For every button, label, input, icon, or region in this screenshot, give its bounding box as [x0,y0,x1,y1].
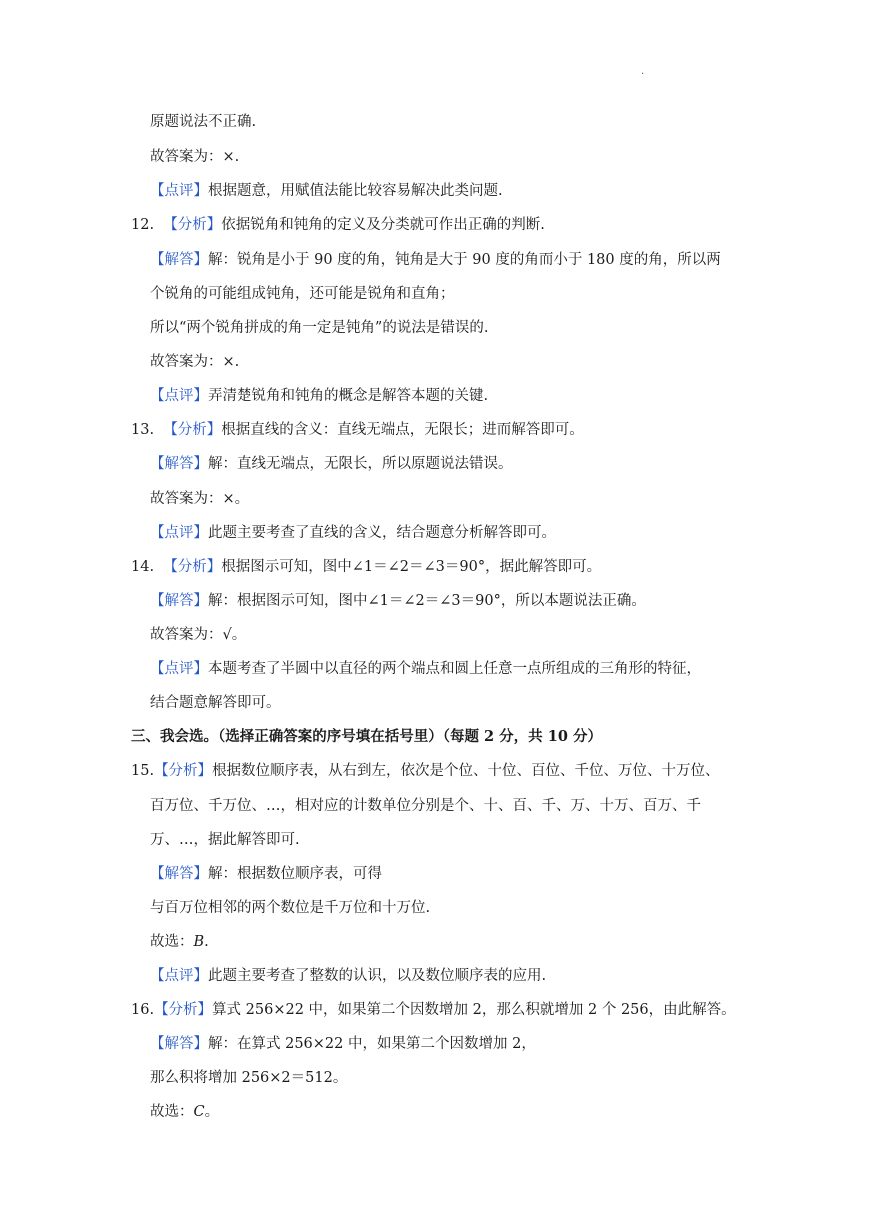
comment-line: 【点评】本题考查了半圆中以直径的两个端点和圆上任意一点所组成的三角形的特征， [150,661,701,677]
analysis-tag: 【分析】 [163,217,222,233]
comment-tag: 【点评】 [150,661,208,677]
text-line: 百万位、千万位、…，相对应的计数单位分别是个、十、百、千、万、十万、百万、千 [150,798,701,814]
text-line: 故答案为：√。 [150,627,247,643]
text-line: 故答案为：×。 [150,491,250,507]
answer-tag: 【解答】 [150,456,208,472]
analysis-line: 16.【分析】算式 256×22 中，如果第二个因数增加 2，那么积就增加 2 个 256，由此解答。 [131,1002,736,1018]
text-line: 结合题意解答即可。 [150,695,281,711]
choice-line: 故选：B. [150,934,209,950]
analysis-tag: 【分析】 [154,763,213,779]
answer-line: 【解答】解：锐角是小于 90 度的角，钝角是大于 90 度的角而小于 180 度的角，所以两 [150,252,721,268]
analysis-line: 13. 【分析】根据直线的含义：直线无端点，无限长；进而解答即可。 [131,422,584,438]
analysis-tag: 【分析】 [163,422,222,438]
comment-line: 【点评】此题主要考查了直线的含义，结合题意分析解答即可。 [150,525,556,541]
choice-letter: C [193,1104,205,1120]
comment-line: 【点评】此题主要考查了整数的认识，以及数位顺序表的应用. [150,968,547,984]
choice-line: 故选：C。 [150,1104,220,1120]
answer-tag: 【解答】 [150,1036,208,1052]
answer-line: 【解答】解：直线无端点，无限长，所以原题说法错误。 [150,456,513,472]
answer-tag: 【解答】 [150,593,208,609]
answer-tag: 【解答】 [150,252,208,268]
text-line: 个锐角的可能组成钝角，还可能是锐角和直角； [150,286,455,302]
comment-tag: 【点评】 [150,525,208,541]
answer-line: 【解答】解：根据数位顺序表，可得 [150,866,382,882]
comment-tag: 【点评】 [150,183,208,199]
section-heading: 三、我会选。（选择正确答案的序号填在括号里）（每题 2 分，共 10 分） [131,728,602,745]
question-number: 16. [131,1002,155,1018]
answer-tag: 【解答】 [150,866,208,882]
question-number: 15. [131,763,155,779]
text-line: 与百万位相邻的两个数位是千万位和十万位. [150,900,431,916]
text-line: 故答案为：×. [150,354,240,370]
question-number: 12. [131,217,155,233]
question-number: 14. [131,559,155,575]
analysis-line: 14. 【分析】根据图示可知，图中∠1＝∠2＝∠3＝90°，据此解答即可。 [131,559,602,575]
text-line: 原题说法不正确. [150,114,257,130]
answer-line: 【解答】解：根据图示可知，图中∠1＝∠2＝∠3＝90°，所以本题说法正确。 [150,593,646,609]
comment-line: 【点评】根据题意，用赋值法能比较容易解决此类问题. [150,183,503,199]
answer-line: 【解答】解：在算式 256×22 中，如果第二个因数增加 2， [150,1036,536,1052]
comment-line: 【点评】弄清楚锐角和钝角的概念是解答本题的关键. [150,388,489,404]
analysis-tag: 【分析】 [163,559,222,575]
analysis-line: 15.【分析】根据数位顺序表，从右到左，依次是个位、十位、百位、千位、万位、十万位、 [131,763,720,779]
text-line: 万、…，据此解答即可. [150,832,300,848]
analysis-line: 12. 【分析】依据锐角和钝角的定义及分类就可作出正确的判断. [131,217,545,233]
comment-tag: 【点评】 [150,388,208,404]
text-line: 所以“两个锐角拼成的角一定是钝角”的说法是错误的. [150,320,489,336]
header-mark: . [641,66,645,77]
question-number: 13. [131,422,155,438]
choice-letter: B [193,934,205,950]
comment-tag: 【点评】 [150,968,208,984]
text-line: 那么积将增加 256×2＝512。 [150,1070,348,1086]
analysis-tag: 【分析】 [154,1002,213,1018]
text-line: 故答案为：×. [150,149,240,165]
